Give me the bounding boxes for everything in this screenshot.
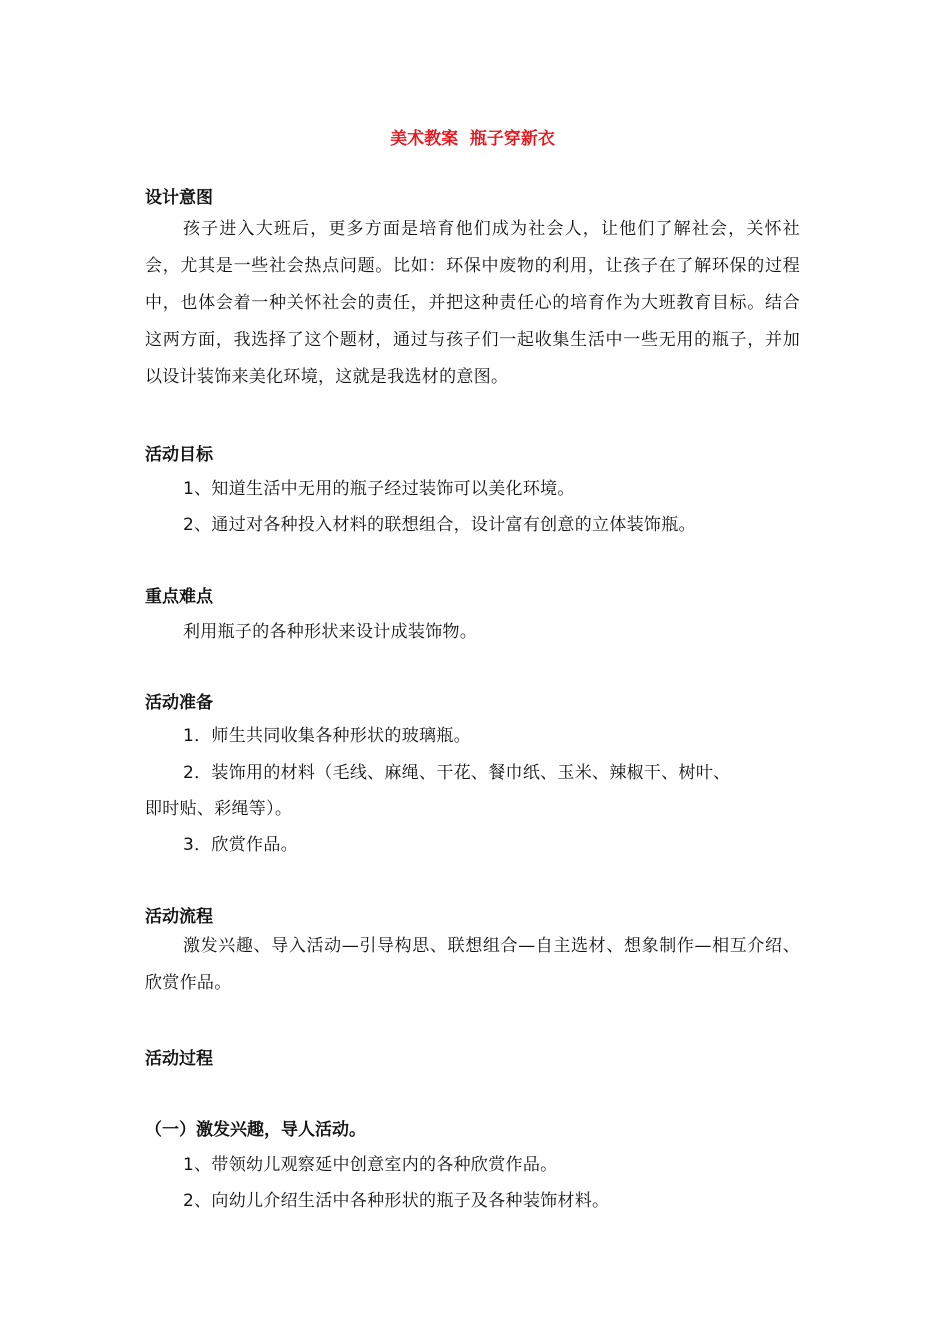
heading-preparation: 活动准备 bbox=[145, 693, 213, 713]
document-title: 美术教案 瓶子穿新衣 bbox=[390, 129, 555, 149]
key-points-text: 利用瓶子的各种形状来设计成装饰物。 bbox=[183, 622, 478, 642]
goal-item: 1、知道生活中无用的瓶子经过装饰可以美化环境。 bbox=[183, 479, 575, 499]
heading-design-intent: 设计意图 bbox=[145, 188, 213, 208]
heading-process: 活动过程 bbox=[145, 1049, 213, 1069]
heading-key-points: 重点难点 bbox=[145, 587, 213, 607]
process-step-item: 2、向幼儿介绍生活中各种形状的瓶子及各种装饰材料。 bbox=[183, 1191, 610, 1211]
preparation-item-continued: 即时贴、彩绳等）。 bbox=[145, 799, 293, 819]
preparation-item: 3．欣赏作品。 bbox=[183, 835, 298, 855]
process-step-item: 1、带领幼儿观察延中创意室内的各种欣赏作品。 bbox=[183, 1155, 558, 1175]
preparation-item: 2．装饰用的材料（毛线、麻绳、干花、餐巾纸、玉米、辣椒干、树叶、 bbox=[183, 763, 731, 783]
process-step-heading: （一）激发兴趣，导人活动。 bbox=[145, 1120, 366, 1140]
preparation-item: 1．师生共同收集各种形状的玻璃瓶。 bbox=[183, 726, 471, 746]
heading-goals: 活动目标 bbox=[145, 445, 213, 465]
goal-item: 2、通过对各种投入材料的联想组合，设计富有创意的立体装饰瓶。 bbox=[183, 515, 696, 535]
heading-flow: 活动流程 bbox=[145, 907, 213, 927]
paragraph-flow: 激发兴趣、导入活动—引导构思、联想组合—自主选材、想象制作—相互介绍、欣赏作品。 bbox=[145, 936, 800, 993]
paragraph-design-intent: 孩子进入大班后，更多方面是培育他们成为社会人，让他们了解社会，关怀社会，尤其是一些社会热点问题。比如：环保中废物的利用，让孩子在了解环保的过程中，也体会着一种关怀社会的责任，并把这种责任心的培育作为大班教育目标。结合这两方面，我选择了这个题材，通过与孩子们一起收集生活中一些无用的瓶子，并加以设计装饰来美化环境，这就是我选材的意图。 bbox=[145, 219, 800, 387]
